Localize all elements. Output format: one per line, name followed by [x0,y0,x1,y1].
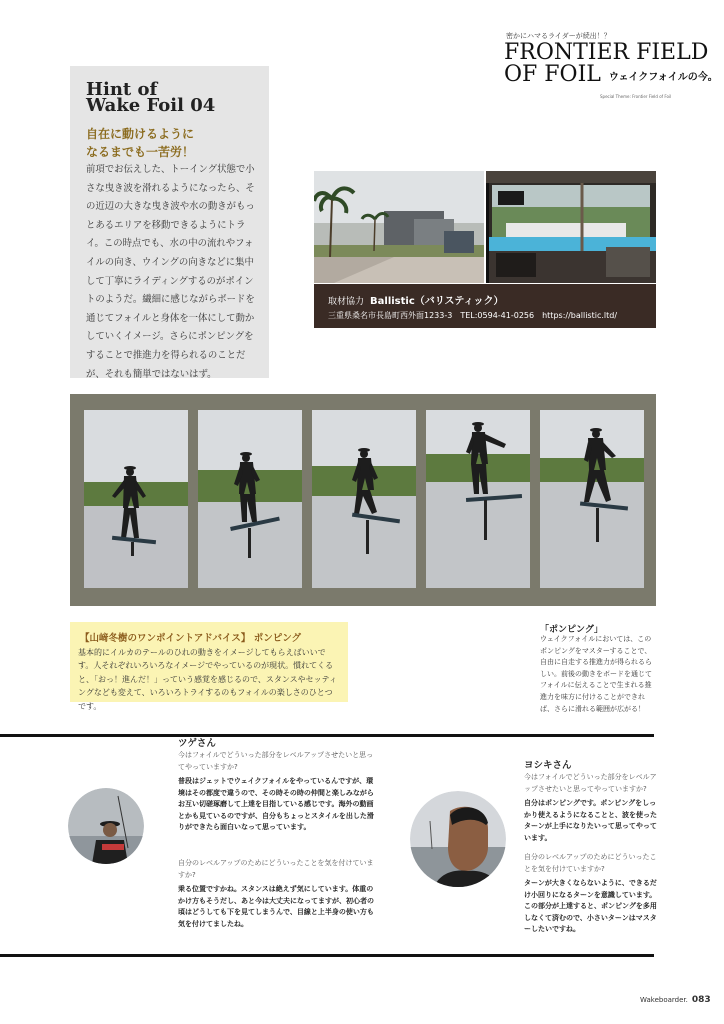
advice-body: 基本的にイルカのテールのひれの動きをイメージしてもらえばいいです。人それぞれいろいろなイメージでやっているのが現状。慣れてくると、「おっ！進んだ！」っていう感覚を感じるので、スタンスやセッティングなども変えて、いろいろトライするのもフォイルの楽しさのひとつです。 [78,648,337,711]
hint-body: 前項でお伝えした、トーイング状態で小さな曳き波を滑れるようになったら、その近辺の大きな曳き波や水の動きがもっとあるエリアを移動できるようにトライ。この時点でも、水の中の流れやフォイルの向き、ウイングの向きなどに集中して丁寧にライディングするのがポイントのようだ。繊細に感じながらボードを通じてフォイルと身体を一体にして動かしていくイメージ。さらにポンピングをすることで推進力を得られるのことだが、それも簡単ではないはず。 [86,164,255,380]
interview-a2-yoshiki: ターンが大きくならないように、できるだけ小回りになるターンを意識しています。この部分が上達すると、ポンピングを多用しなくて済むので、小さいターンはマスターしたいですね。 [524,879,657,933]
info-address: 三重県桑名市長島町西外面1233-3 TEL:0594-41-0256 https://ballistic.ltd/ [328,311,618,320]
pumping-heading: 「ポンピング」 [540,625,603,635]
page-number [640,995,711,1005]
title-line1: FRONTIER FIELD [504,40,709,65]
info-shop-name: Ballistic（バリスティック） [370,296,504,307]
pumping-body: ウェイクフォイルにおいては、このポンピングをマスターすることで、自由に自走する推進力が得られるらしい。前後の動きをボードを通じてフォイルに伝えることで生まれる推進力を味方に付けることができれば、さらに滑れる範囲が広がる！ [540,635,652,713]
title-subtitle-en: Special Theme: Frontier Field of Foil [600,94,672,99]
interview-name-yoshiki: ヨシキさん [524,760,572,771]
advice-heading: 【山﨑冬樹のワンポイントアドバイス】 ポンピング [80,633,302,644]
info-credit [328,292,504,307]
feature-title [504,40,719,99]
sequence-photo-3 [312,410,416,588]
avatar-tsuge [68,788,144,864]
info-label: 取材協力 [328,297,365,307]
interview-q1-tsuge: 今はフォイルでどういった部分をレベルアップさせたいと思ってやっていますか? [178,751,374,771]
sequence-photo-1 [84,410,188,588]
page-num: 083 [691,995,711,1005]
interview-a1-yoshiki: 自分はポンピングです。ポンピングをしっかり使えるようになることと、波を使ったターンが上手になりたいって思ってやっています。 [524,799,657,842]
location-photo-exterior [314,171,484,283]
location-photo-terrace [486,171,656,283]
interview-name-tsuge: ツゲさん [178,738,216,749]
divider-bottom [0,954,654,957]
hint-heading: Hint of Wake Foil 04 [86,79,216,116]
title-line2: OF FOIL [504,62,601,87]
magazine-name: Wakeboarder. [640,996,688,1004]
interview-q1-yoshiki: 今はフォイルでどういった部分をレベルアップさせたいと思ってやっていますか? [524,773,657,793]
header-kicker: 密かにハマるライダーが続出！？ [506,32,611,40]
interview-q2-yoshiki: 自分のレベルアップのためにどういったことを気を付けていますか? [524,853,657,873]
interview-a2-tsuge: 乗る位置ですかね。スタンスは絶えず気にしています。体重のかけ方もそうだし、あと今は大丈夫になってますが、初心者の頃はどうしても下を見てしまうんで、目線と上半身の使い方も気を付けてましたね。 [178,885,374,928]
interview-q2-tsuge: 自分のレベルアップのためにどういったことを気を付けていますか? [178,859,374,879]
sequence-photo-5 [540,410,644,588]
avatar-yoshiki [410,791,506,887]
sequence-photo-2 [198,410,302,588]
divider-top [0,734,654,737]
sequence-photo-4 [426,410,530,588]
interview-a1-tsuge: 普段はジェットでウェイクフォイルをやっているんですが、環境はその都度で違うので、その時その時の仲間と楽しみながらお互い切磋琢磨して上達を目指している感じです。海外の動画とかも見ているのですが、自分もちょっとスタイルを出した滑りができたら面白いなって思っています。 [178,777,374,831]
hint-subheading: 自在に動けるように なるまでも一苦労！ [86,127,195,159]
title-subtitle-jp: ウェイクフォイルの今。 [608,72,718,83]
